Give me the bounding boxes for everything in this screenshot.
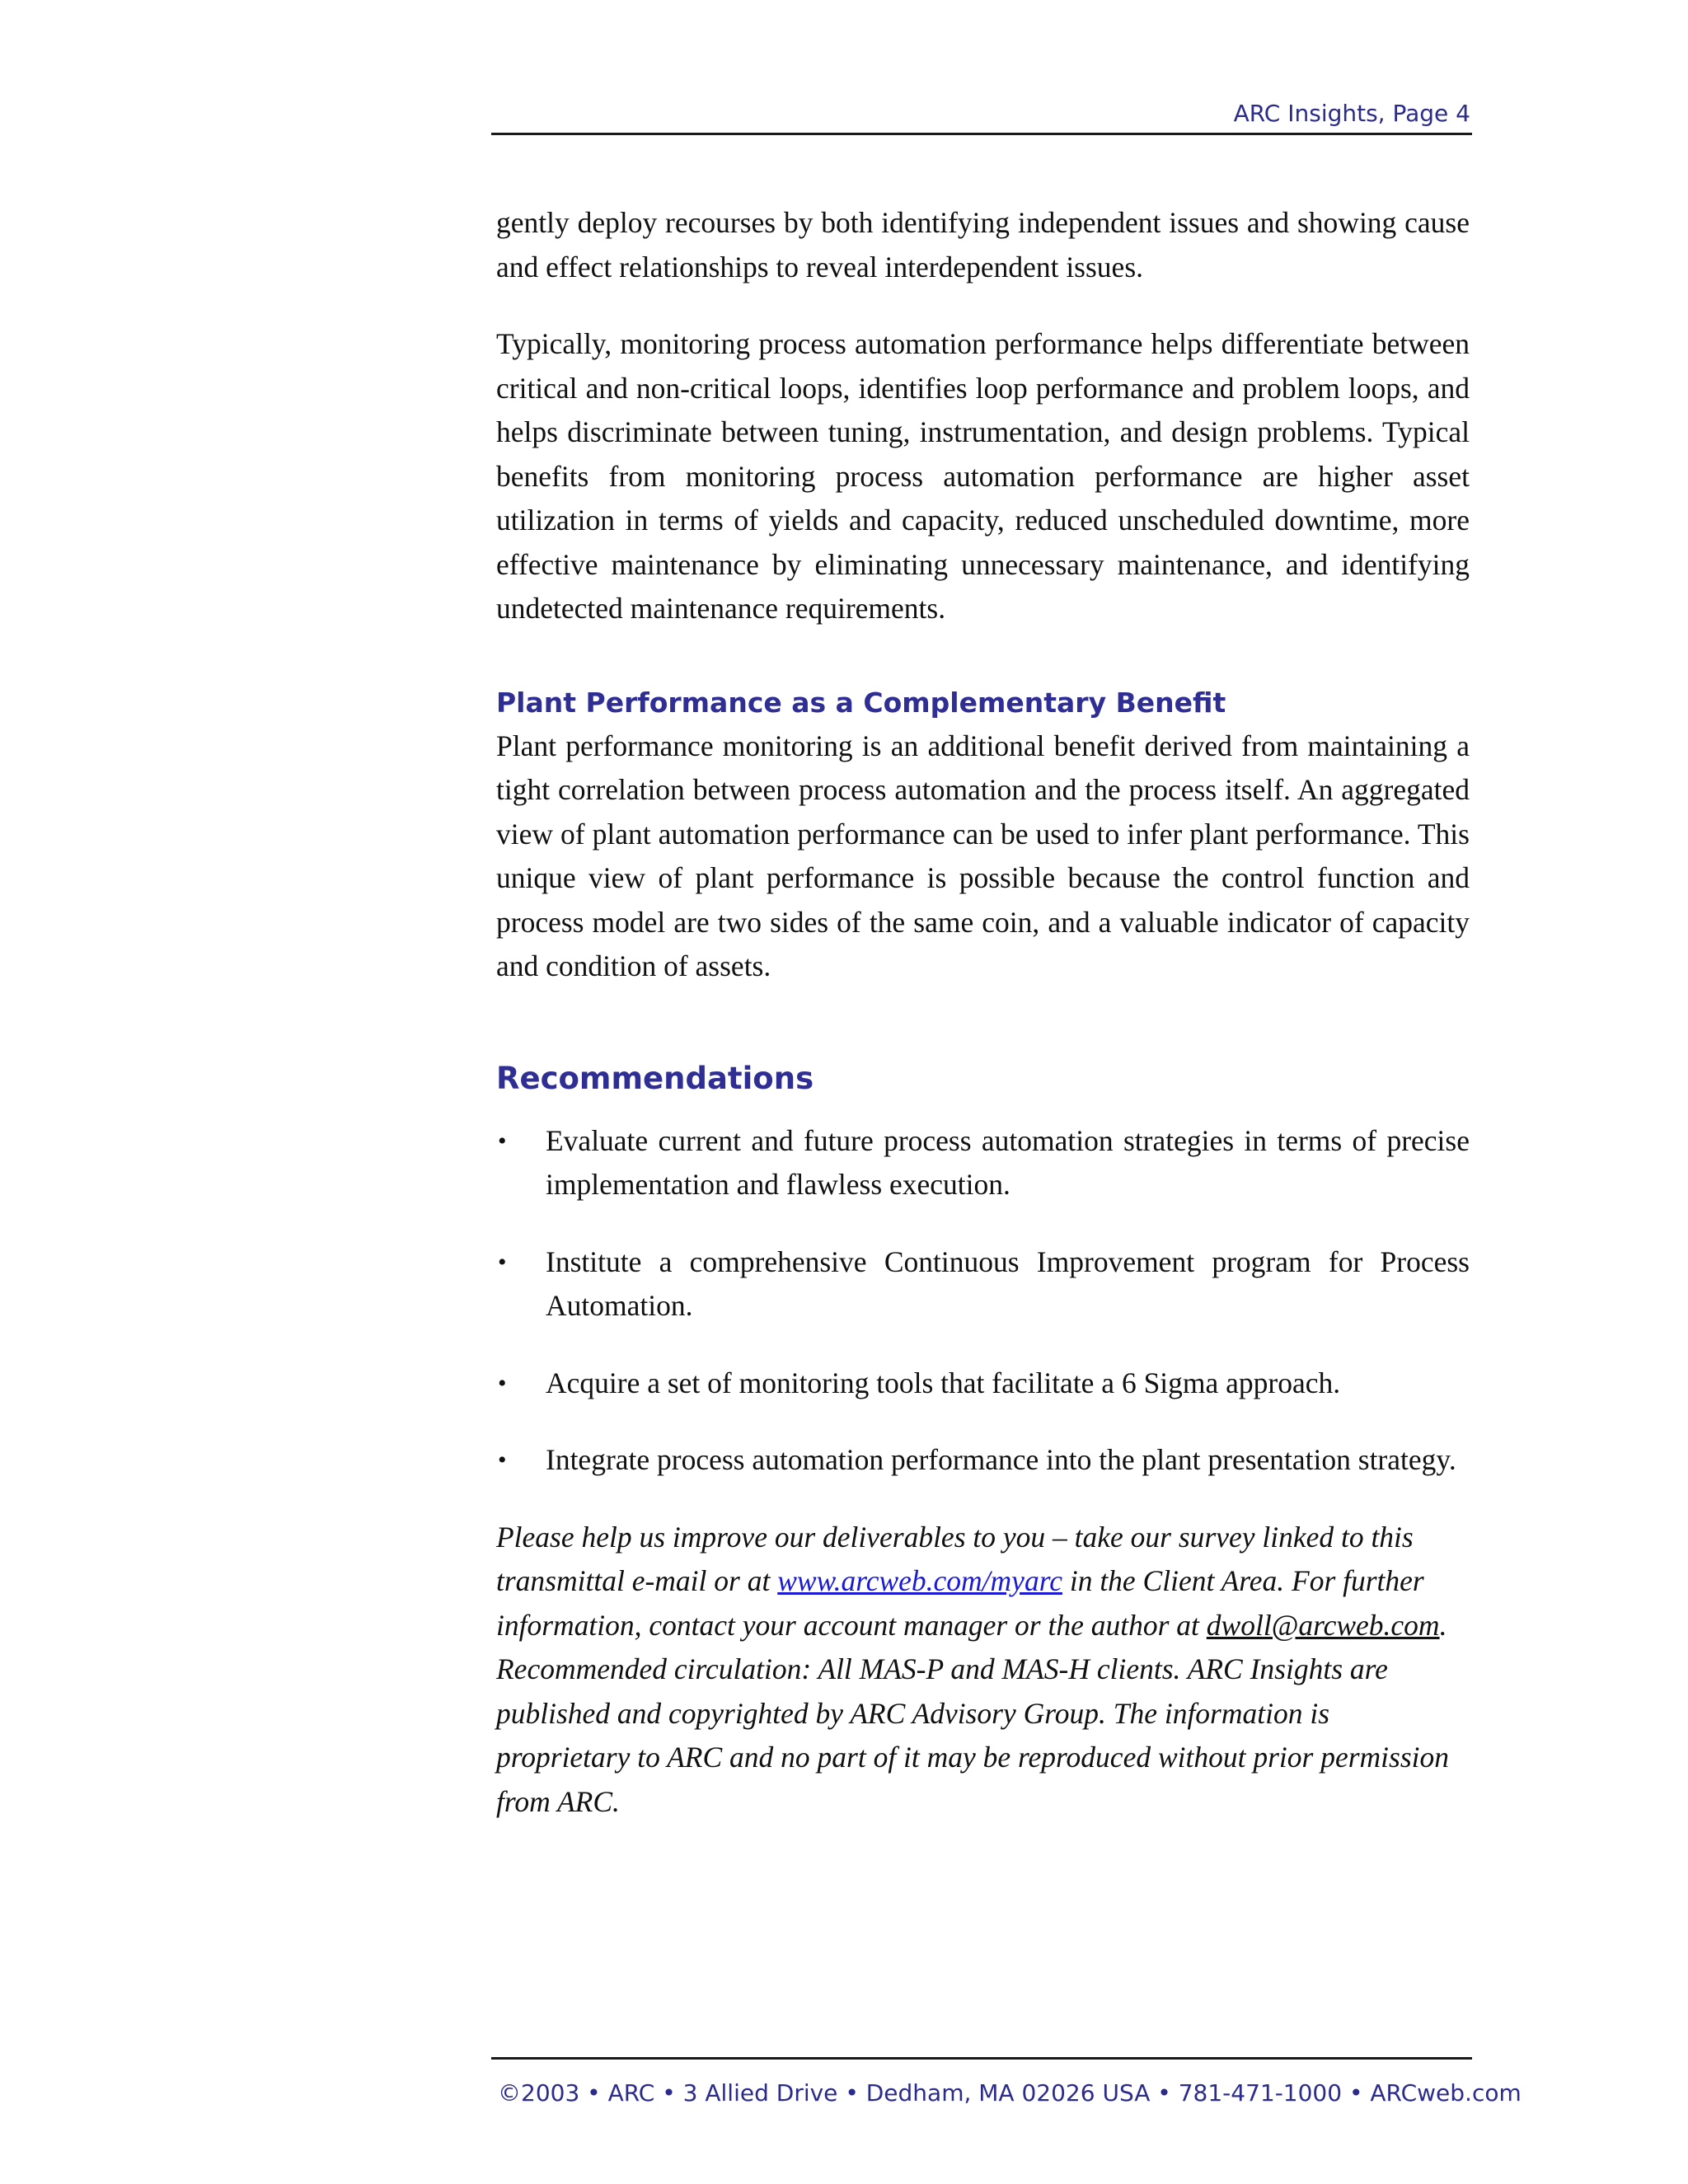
list-item — [496, 1361, 1470, 1406]
bullet-icon: • — [498, 1248, 507, 1276]
note-text-3: . Recommended circulation: All MAS-P and MAS-H clients. ARC Insights are published and copyrighted by ARC Advisory Group. The information is proprietary to ARC and no part of it may be reproduced without prior permission from ARC. — [496, 1608, 1450, 1818]
running-header: ARC Insights, Page 4 — [1233, 100, 1470, 127]
footer-rule — [491, 2057, 1472, 2060]
list-item — [496, 1240, 1470, 1329]
subheading-plant-performance: Plant Performance as a Complementary Benefit — [496, 686, 1226, 719]
list-item — [496, 1438, 1470, 1483]
paragraph-intro: gently deploy recourses by both identifying independent issues and showing cause and effect relationships to reveal interdependent issues. — [496, 206, 1470, 284]
paragraph-monitoring: Typically, monitoring process automation performance helps differentiate between critical and non-critical loops, identifies loop performance and problem loops, and helps discriminate between tuning, instrumentation, and design problems. Typical benefits from monitoring process automation performance are higher asset utilization in terms of yields and capacity, reduced unscheduled downtime, more effective maintenance by eliminating unnecessary maintenance, and identifying undetected maintenance requirements. — [496, 327, 1470, 625]
page-body — [496, 201, 1470, 1824]
note-text-1: Please help us improve our deliverables to you – take our survey linked to this transmittal e-mail or at — [496, 1520, 1414, 1597]
list-item-text: Integrate process automation performance into the plant presentation strategy. — [546, 1443, 1456, 1476]
list-item-text: Acquire a set of monitoring tools that facilitate a 6 Sigma approach. — [546, 1366, 1341, 1399]
page-footer: ©2003 • ARC • 3 Allied Drive • Dedham, MA 02026 USA • 781-471-1000 • ARCweb.com — [498, 2079, 1522, 2107]
arcweb-myarc-link[interactable]: www.arcweb.com/myarc — [777, 1564, 1062, 1597]
list-item-text: Evaluate current and future process automation strategies in terms of precise implementation and flawless execution. — [546, 1123, 1470, 1201]
bullet-icon: • — [498, 1127, 507, 1155]
paragraph-plant-performance: Plant performance monitoring is an additional benefit derived from maintaining a tight correlation between process automation and the process itself. An aggregated view of plant automation performance can be used to infer plant performance. This unique view of plant performance is possible because the control function and process model are two sides of the same coin, and a valuable indicator of capacity and condition of assets. — [496, 729, 1470, 982]
recommendations-list — [496, 1119, 1470, 1483]
survey-note — [496, 1516, 1452, 1825]
author-email-link[interactable]: dwoll@arcweb.com — [1206, 1608, 1440, 1642]
heading-recommendations: Recommendations — [496, 1060, 814, 1096]
list-item — [496, 1119, 1470, 1207]
note-text-2: in the Client Area. For further information, contact your account manager or the author at — [496, 1564, 1424, 1642]
header-rule — [491, 133, 1472, 135]
bullet-icon: • — [498, 1446, 507, 1474]
list-item-text: Institute a comprehensive Continuous Improvement program for Process Automation. — [546, 1244, 1470, 1322]
bullet-icon: • — [498, 1369, 507, 1397]
